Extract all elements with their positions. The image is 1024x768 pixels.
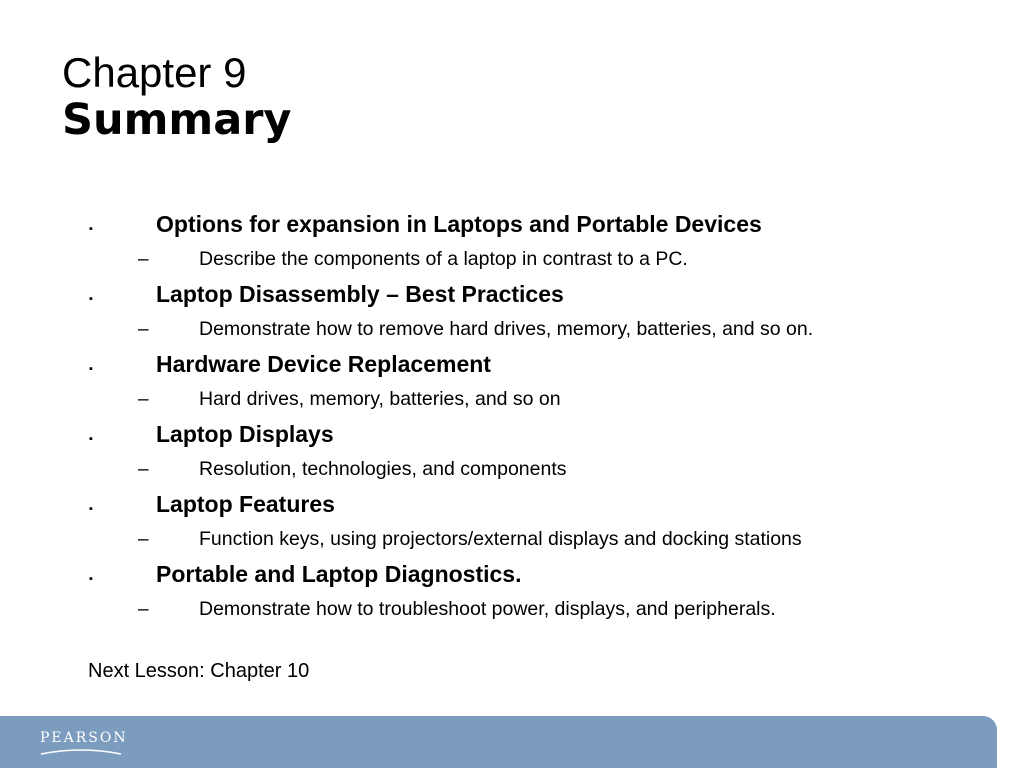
summary-heading: Summary xyxy=(62,95,292,145)
bullet-row xyxy=(86,277,986,312)
chapter-heading: Chapter 9 xyxy=(62,49,247,96)
logo-swoosh-icon xyxy=(40,748,122,756)
dash-bullet-icon: – xyxy=(138,319,149,340)
square-bullet-icon: ▪ xyxy=(89,223,93,235)
bullet-heading: Portable and Laptop Diagnostics. xyxy=(156,561,522,587)
sub-bullet-row xyxy=(86,452,986,487)
sub-bullet-row xyxy=(86,382,986,417)
bullet-heading: Hardware Device Replacement xyxy=(156,351,491,377)
bullet-row xyxy=(86,417,986,452)
sub-bullet-text: Demonstrate how to remove hard drives, memory, batteries, and so on. xyxy=(199,318,814,340)
square-bullet-icon: ▪ xyxy=(89,503,93,515)
sub-bullet-text: Hard drives, memory, batteries, and so on xyxy=(199,388,561,410)
dash-bullet-icon: – xyxy=(138,389,149,410)
sub-bullet-text: Function keys, using projectors/external displays and docking stations xyxy=(199,528,802,550)
square-bullet-icon: ▪ xyxy=(89,573,93,585)
list-item xyxy=(86,347,986,417)
list-item xyxy=(86,417,986,487)
sub-bullet-text: Resolution, technologies, and components xyxy=(199,458,567,480)
footer-bar xyxy=(0,716,997,768)
sub-bullet-text: Demonstrate how to troubleshoot power, displays, and peripherals. xyxy=(199,598,776,620)
pearson-logo: PEARSON xyxy=(40,730,128,746)
bullet-row xyxy=(86,347,986,382)
summary-list xyxy=(86,207,986,627)
sub-bullet-row xyxy=(86,592,986,627)
bullet-heading: Laptop Features xyxy=(156,491,335,517)
list-item xyxy=(86,207,986,277)
square-bullet-icon: ▪ xyxy=(89,293,93,305)
bullet-row xyxy=(86,487,986,522)
dash-bullet-icon: – xyxy=(138,599,149,620)
bullet-heading: Laptop Disassembly – Best Practices xyxy=(156,281,564,307)
square-bullet-icon: ▪ xyxy=(89,433,93,445)
next-lesson-text: Next Lesson: Chapter 10 xyxy=(88,660,310,682)
bullet-heading: Laptop Displays xyxy=(156,421,334,447)
square-bullet-icon: ▪ xyxy=(89,363,93,375)
bullet-heading: Options for expansion in Laptops and Portable Devices xyxy=(156,211,762,237)
sub-bullet-row xyxy=(86,312,986,347)
sub-bullet-text: Describe the components of a laptop in contrast to a PC. xyxy=(199,248,688,270)
list-item xyxy=(86,487,986,557)
dash-bullet-icon: – xyxy=(138,249,149,270)
sub-bullet-row xyxy=(86,242,986,277)
sub-bullet-row xyxy=(86,522,986,557)
list-item xyxy=(86,277,986,347)
dash-bullet-icon: – xyxy=(138,459,149,480)
slide-title xyxy=(62,50,291,144)
dash-bullet-icon: – xyxy=(138,529,149,550)
list-item xyxy=(86,557,986,627)
bullet-row xyxy=(86,207,986,242)
bullet-row xyxy=(86,557,986,592)
